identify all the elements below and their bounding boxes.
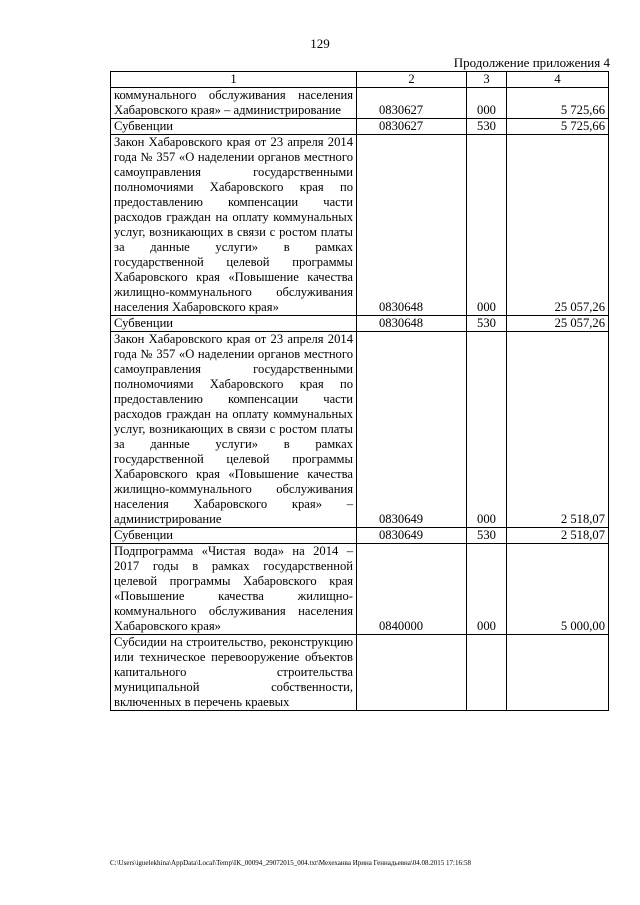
table-row bbox=[111, 635, 609, 711]
row-code: 0830648 bbox=[357, 316, 467, 332]
table-row bbox=[111, 119, 609, 135]
row-description: Субвенции bbox=[111, 528, 357, 544]
row-kind: 000 bbox=[467, 332, 507, 528]
row-kind: 000 bbox=[467, 544, 507, 635]
table-header-row bbox=[111, 72, 609, 88]
row-code bbox=[357, 635, 467, 711]
row-amount: 2 518,07 bbox=[507, 332, 609, 528]
row-kind: 530 bbox=[467, 119, 507, 135]
header-cell-4: 4 bbox=[507, 72, 609, 88]
row-description: коммунального обслуживания населения Хабаровского края» – администрирование bbox=[111, 88, 357, 119]
row-kind: 000 bbox=[467, 88, 507, 119]
row-kind: 000 bbox=[467, 135, 507, 316]
header-cell-2: 2 bbox=[357, 72, 467, 88]
row-code: 0830627 bbox=[357, 88, 467, 119]
table-row bbox=[111, 135, 609, 316]
row-amount: 25 057,26 bbox=[507, 316, 609, 332]
row-code: 0830649 bbox=[357, 528, 467, 544]
row-description: Подпрограмма «Чистая вода» на 2014 – 2017 годы в рамках государственной целевой программы Хабаровского края «Повышение качества жилищно-коммунального обслуживания населения Хабаровского края» bbox=[111, 544, 357, 635]
row-code: 0830649 bbox=[357, 332, 467, 528]
row-code: 0830627 bbox=[357, 119, 467, 135]
row-amount: 25 057,26 bbox=[507, 135, 609, 316]
header-cell-1: 1 bbox=[111, 72, 357, 88]
row-amount: 2 518,07 bbox=[507, 528, 609, 544]
table-row bbox=[111, 544, 609, 635]
row-amount bbox=[507, 635, 609, 711]
row-kind bbox=[467, 635, 507, 711]
page-number: 129 bbox=[310, 36, 330, 51]
row-amount: 5 725,66 bbox=[507, 119, 609, 135]
row-kind: 530 bbox=[467, 528, 507, 544]
table-row bbox=[111, 316, 609, 332]
header-cell-3: 3 bbox=[467, 72, 507, 88]
table-row bbox=[111, 528, 609, 544]
file-path-footer: C:\Users\iguelekhina\AppData\Local\Temp\IK_00094_29072015_004.txt\Мехеханва Ирина Геннадьевна\04.08.2015 17:16:58 bbox=[110, 859, 471, 867]
row-description: Субвенции bbox=[111, 119, 357, 135]
row-amount: 5 725,66 bbox=[507, 88, 609, 119]
row-kind: 530 bbox=[467, 316, 507, 332]
row-description: Субсидии на строительство, реконструкцию или техническое перевооружение объектов капитального строительства муниципальной собственности, включенных в перечень краевых bbox=[111, 635, 357, 711]
row-description: Закон Хабаровского края от 23 апреля 2014 года № 357 «О наделении органов местного самоуправления государственными полномочиями Хабаровского края по предоставлению компенсации части расходов граждан на оплату коммунальных услуг, возникающих в связи с ростом платы за данные услуги» в рамках государственной целевой программы Хабаровского края «Повышение качества жилищно-коммунального обслуживания населения Хабаровского края» bbox=[111, 135, 357, 316]
row-description: Субвенции bbox=[111, 316, 357, 332]
continuation-label: Продолжение приложения 4 bbox=[453, 55, 610, 70]
row-amount: 5 000,00 bbox=[507, 544, 609, 635]
row-code: 0830648 bbox=[357, 135, 467, 316]
row-code: 0840000 bbox=[357, 544, 467, 635]
row-description: Закон Хабаровского края от 23 апреля 2014 года № 357 «О наделении органов местного самоуправления государственными полномочиями Хабаровского края по предоставлению компенсации части расходов граждан на оплату коммунальных услуг, возникающих в связи с ростом платы за данные услуги» в рамках государственной целевой программы Хабаровского края «Повышение качества жилищно-коммунального обслуживания населения Хабаровского края» – администрирование bbox=[111, 332, 357, 528]
table-row bbox=[111, 88, 609, 119]
budget-table bbox=[110, 71, 609, 711]
table-row bbox=[111, 332, 609, 528]
